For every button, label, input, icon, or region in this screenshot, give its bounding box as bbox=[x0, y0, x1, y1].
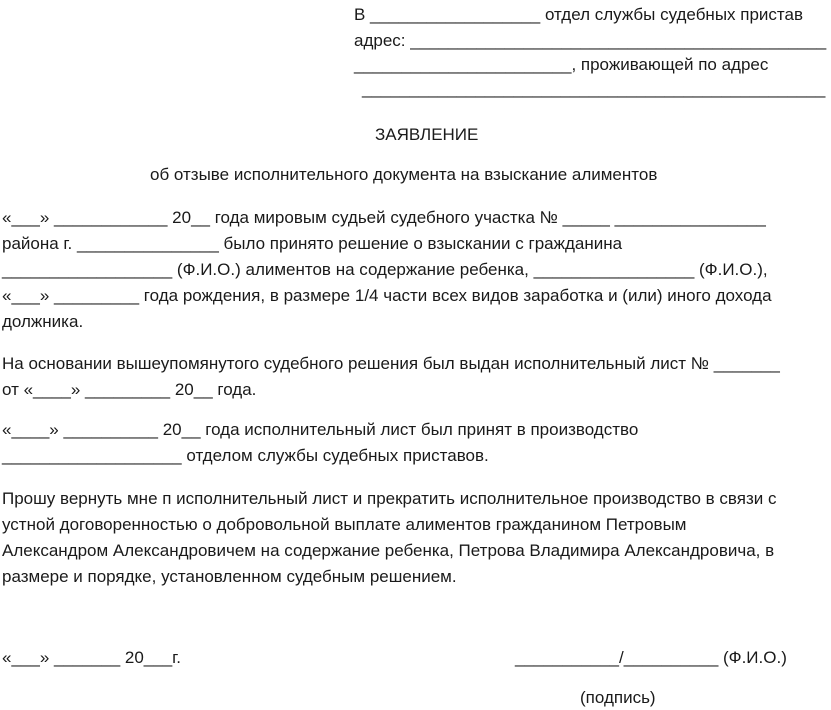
footer-signature-label: (подпись) bbox=[580, 688, 656, 707]
paragraph4-line2: устной договоренностью о добровольной выплате алиментов гражданином Петровым bbox=[2, 515, 687, 534]
document-title: ЗАЯВЛЕНИЕ bbox=[375, 125, 479, 144]
paragraph2-line1: На основании вышеупомянутого судебного решения был выдан исполнительный лист № _______ bbox=[2, 354, 780, 373]
paragraph1-line1: «___» ____________ 20__ года мировым судьей судебного участка № _____ ________________ bbox=[2, 208, 766, 227]
paragraph4-line1: Прошу вернуть мне п исполнительный лист и прекратить исполнительное производство в связи с bbox=[2, 489, 777, 508]
paragraph2-line2: от «____» _________ 20__ года. bbox=[2, 380, 257, 399]
paragraph1-line5: должника. bbox=[2, 312, 84, 331]
header-recipient-line: В __________________ отдел службы судебных пристав bbox=[354, 5, 803, 24]
footer-date: «___» _______ 20___г. bbox=[2, 648, 182, 667]
paragraph4-line4: размере и порядке, установленном судебным решением. bbox=[2, 567, 457, 586]
paragraph1-line3: __________________ (Ф.И.О.) алиментов на содержание ребенка, _________________ (Ф.И.О.), bbox=[2, 260, 768, 279]
header-blank-line: _________________________________________________ bbox=[362, 79, 826, 98]
paragraph3-line1: «____» __________ 20__ года исполнительный лист был принят в производство bbox=[2, 420, 639, 439]
footer-signature: ___________/__________ (Ф.И.О.) bbox=[515, 648, 787, 667]
paragraph1-line4: «___» _________ года рождения, в размере 1/4 части всех видов заработка и (или) иного дохода bbox=[2, 286, 772, 305]
paragraph1-line2: района г. _______________ было принято решение о взыскании с гражданина bbox=[2, 234, 623, 253]
paragraph4-line3: Александром Александровичем на содержание ребенка, Петрова Владимира Александровича, в bbox=[2, 541, 775, 560]
header-address-line: адрес: ____________________________________________ bbox=[354, 31, 827, 50]
paragraph3-line2: ___________________ отделом службы судебных приставов. bbox=[2, 446, 489, 465]
header-residence-line: _______________________, проживающей по адрес bbox=[354, 55, 769, 74]
document-subtitle: об отзыве исполнительного документа на взыскание алиментов bbox=[150, 165, 658, 184]
